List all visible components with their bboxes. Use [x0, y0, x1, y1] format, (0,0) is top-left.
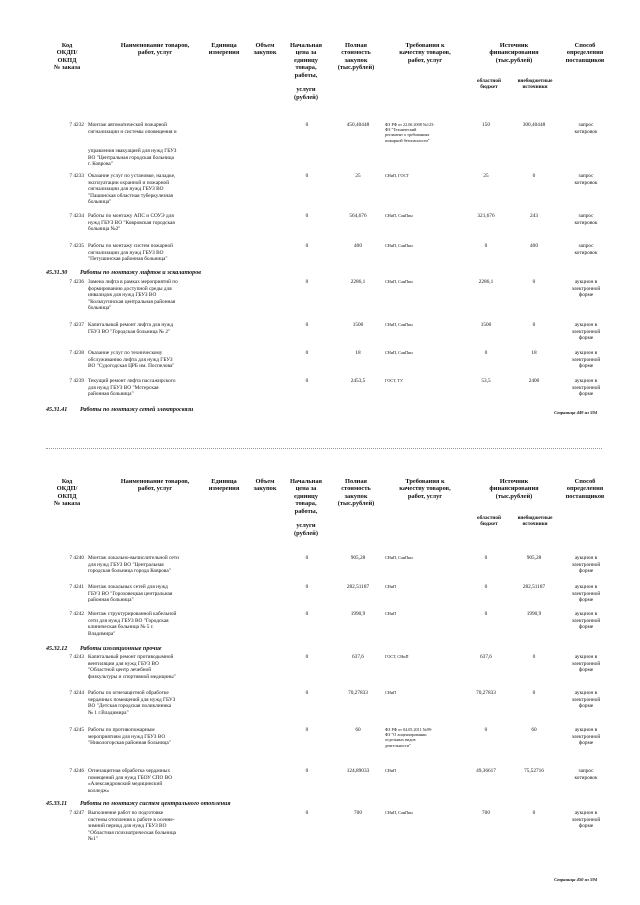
header-method: Способ определения поставщиков: [565, 478, 605, 500]
item-name: Монтаж автоматической пожарной сигнализации и системы оповещения и управления эвакуацией для нужд ГБУЗ ВО "Центральная городская больница г. Коврова": [88, 122, 177, 167]
off-budget-sources: 75,52716: [524, 768, 544, 774]
header-requirements: Требования к качеству товаров, работ, услуг: [399, 42, 451, 64]
total-cost: 905,28: [350, 555, 366, 561]
order-number: 7 4243: [69, 654, 84, 660]
total-cost: 400: [354, 243, 362, 249]
procurement-method: аукцион в электронной форме: [571, 810, 601, 829]
item-name: Работы по огнезащитной обработке чердачных помещений для нужд ГБУЗ ВО "Детская городская поликлиника № 1 г.Владимира": [88, 690, 176, 716]
order-number: 7 4241: [69, 584, 84, 590]
header-price: Начальная цена за единицу товара, работы, услуги (рублей): [289, 478, 323, 537]
regional-budget: 637,6: [480, 654, 492, 660]
unit-price: 0: [305, 122, 309, 128]
order-number: 7 4247: [69, 810, 84, 816]
header-source-regional: областной бюджет: [477, 515, 501, 527]
item-name: Монтаж локальных сетей для нужд ГБУЗ ВО "Гороховецкая центральная районная больница": [88, 584, 173, 603]
regional-budget: 53,5: [481, 378, 491, 384]
unit-price: 0: [305, 727, 309, 733]
quality-requirements: СНиП: [385, 611, 397, 616]
header-code: Код ОКДП/ ОКПД № заказа: [53, 42, 81, 72]
procurement-method: аукцион в электронной форме: [571, 322, 601, 341]
regional-budget: 25: [483, 173, 489, 179]
quality-requirements: ГОСТ, СНиП: [385, 654, 409, 659]
unit-price: 0: [305, 555, 309, 561]
header-source-offbudget: внебюджетные источники: [517, 515, 553, 527]
total-cost: 564,676: [349, 213, 367, 219]
section-code: 45.32.12: [46, 646, 68, 652]
unit-price: 0: [305, 654, 309, 660]
order-number: 7 4240: [69, 555, 84, 561]
off-budget-sources: 2400: [528, 378, 540, 384]
off-budget-sources: 60: [531, 727, 537, 733]
unit-price: 0: [305, 690, 309, 696]
section-code: 45.33.11: [46, 801, 67, 807]
item-name: Капитальный ремонт лифта для нужд ГБУЗ ВО "Городская больница № 2": [88, 322, 174, 335]
procurement-method: запрос котировок: [574, 243, 598, 256]
regional-budget: 0: [484, 727, 488, 733]
regional-budget: 0: [484, 611, 488, 617]
procurement-method: запрос котировок: [574, 213, 598, 226]
off-budget-sources: 282,51187: [522, 584, 546, 590]
order-number: 7 4233: [69, 173, 84, 179]
section-code: 45.31.30: [46, 270, 68, 276]
total-cost: 700: [354, 810, 362, 816]
procurement-method: запрос котировок: [574, 768, 598, 781]
header-source: Источник финансирования (тыс.рублей): [489, 42, 539, 64]
quality-requirements: СНиП, СанПин: [385, 350, 413, 355]
regional-budget: 321,676: [477, 213, 495, 219]
unit-price: 0: [305, 213, 309, 219]
regional-budget: 1500: [480, 322, 492, 328]
off-budget-sources: 18: [531, 350, 537, 356]
total-cost: 2286,1: [350, 279, 366, 285]
unit-price: 0: [305, 350, 309, 356]
procurement-method: аукцион в электронной форме: [571, 654, 601, 673]
section-heading: [46, 646, 162, 652]
item-name: Оказание услуг по установке, наладке, эксплуатации охранной и пожарной сигнализации для нужд ГБУЗ ВО "Пашинская областная туберкулезная больница": [88, 173, 176, 205]
off-budget-sources: 1990,9: [526, 611, 542, 617]
quality-requirements: СНиП: [385, 768, 397, 773]
quality-requirements: ГОСТ, ТУ: [385, 378, 403, 383]
header-unit: Единица измерения: [208, 42, 240, 57]
order-number: 7 4232: [69, 122, 84, 128]
total-cost: 70,27833: [348, 690, 368, 696]
header-total: Полная стоимость закупок (тыс.рублей): [337, 42, 375, 72]
unit-price: 0: [305, 173, 309, 179]
order-number: 7 4239: [69, 378, 84, 384]
unit-price: 0: [305, 279, 309, 285]
off-budget-sources: 0: [532, 279, 536, 285]
order-number: 7 4238: [69, 350, 84, 356]
header-source-offbudget: внебюджетные источники: [517, 78, 553, 90]
section-title: Работы по монтажу систем центрального отопления: [80, 801, 231, 807]
order-number: 7 4244: [69, 690, 84, 696]
procurement-method: аукцион в электронной форме: [571, 555, 601, 574]
procurement-method: аукцион в электронной форме: [571, 611, 601, 630]
regional-budget: 49,36617: [476, 768, 496, 774]
item-name: Огнезащитная обработка чердачных помещений для нужд ГБОУ СПО ВО «Александровский медицинский колледж»: [88, 768, 173, 794]
regional-budget: 70,27833: [476, 690, 496, 696]
item-name: Работы по монтажу АПС и СОУЭ для нужд ГБУЗ ВО "Ковровская городская больница №2": [88, 213, 175, 232]
regional-budget: 0: [484, 555, 488, 561]
quality-requirements: СНиП: [385, 690, 397, 695]
regional-budget: 0: [484, 350, 488, 356]
section-heading: [46, 801, 230, 807]
order-number: 7 4237: [69, 322, 84, 328]
order-number: 7 4234: [69, 213, 84, 219]
item-name: Оказание услуг по техническому обслуживанию лифта для нужд ГБУЗ ВО "Судогодская ЦРБ им. Поспелова": [88, 350, 175, 369]
unit-price: 0: [305, 768, 309, 774]
unit-price: 0: [305, 243, 309, 249]
header-volume: Объем закупок: [253, 42, 277, 57]
quality-requirements: СНиП, ГОСТ: [385, 173, 409, 178]
procurement-method: аукцион в электронной форме: [571, 279, 601, 298]
total-cost: 25: [355, 173, 361, 179]
header-name: Наименование товаров, работ, услуг: [120, 42, 190, 57]
quality-requirements: СНиП, СанПин: [385, 243, 413, 248]
regional-budget: 0: [484, 243, 488, 249]
off-budget-sources: 0: [532, 173, 536, 179]
quality-requirements: СНиП, СанПин: [385, 213, 413, 218]
procurement-method: запрос котировок: [574, 173, 598, 186]
off-budget-sources: 0: [532, 654, 536, 660]
order-number: 7 4246: [69, 768, 84, 774]
order-number: 7 4235: [69, 243, 84, 249]
item-name: Текущий ремонт лифта пассажирского для нужд ГБУЗ ВО "Мстерская районная больница": [88, 378, 176, 397]
page-footer: Страница 450 из 594: [554, 877, 597, 882]
item-name: Монтаж структурированной кабельной сети для нужд ГБУЗ ВО "Городская клиническая больница № 5 г. Владимира": [88, 611, 177, 637]
off-budget-sources: 0: [532, 322, 536, 328]
section-title: Работы изоляционные прочие: [80, 646, 162, 652]
quality-requirements: СНиП, СанПин: [385, 322, 413, 327]
total-cost: 450,40448: [346, 122, 370, 128]
procurement-method: аукцион в электронной форме: [571, 584, 601, 603]
item-name: Капитальный ремонт противодымной вентиляции для нужд ГБУЗ ВО "Областной центр лечебной физкультуры и спортивной медицины": [88, 654, 176, 680]
procurement-method: аукцион в электронной форме: [571, 690, 601, 709]
section-title: Работы по монтажу лифтов и эскалаторов: [80, 270, 201, 276]
item-name: Монтаж локально-вычислительной сети для нужд ГБУЗ ВО "Центральная городская больница города Коврова": [88, 555, 179, 574]
section-code: 45.31.41: [46, 407, 68, 413]
procurement-method: аукцион в электронной форме: [571, 378, 601, 397]
off-budget-sources: 400: [530, 243, 538, 249]
total-cost: 282,51187: [346, 584, 370, 590]
total-cost: 124,89033: [346, 768, 370, 774]
header-volume: Объем закупок: [253, 478, 277, 493]
header-source-regional: областной бюджет: [477, 78, 501, 90]
quality-requirements: СНиП: [385, 584, 397, 589]
section-title: Работы по монтажу сетей электросвязи: [80, 407, 194, 413]
quality-requirements: ФЗ РФ от 22.06.2008 №123- ФЗ "Технический регламент о требованиях пожарной безопасности": [385, 122, 435, 143]
regional-budget: 150: [482, 122, 490, 128]
header-method: Способ определения поставщиков: [565, 42, 605, 64]
total-cost: 1990,9: [350, 611, 366, 617]
quality-requirements: СНиП, СанПин: [385, 279, 413, 284]
off-budget-sources: 0: [532, 690, 536, 696]
procurement-method: аукцион в электронной форме: [571, 350, 601, 369]
item-name: Работы по монтажу систем пожарной сигнализации для нужд ГБУЗ ВО "Петушинская районная больница": [88, 243, 173, 262]
order-number: 7 4245: [69, 727, 84, 733]
unit-price: 0: [305, 810, 309, 816]
regional-budget: 0: [484, 584, 488, 590]
quality-requirements: СНиП, СанПин: [385, 555, 413, 560]
section-heading: [46, 407, 193, 413]
header-name: Наименование товаров, работ, услуг: [120, 478, 190, 493]
procurement-method: аукцион в электронной форме: [571, 727, 601, 746]
unit-price: 0: [305, 378, 309, 384]
header-price: Начальная цена за единицу товара, работы, услуги (рублей): [289, 42, 323, 101]
total-cost: 1500: [352, 322, 364, 328]
total-cost: 60: [355, 727, 361, 733]
unit-price: 0: [305, 611, 309, 617]
total-cost: 637,6: [352, 654, 364, 660]
item-name: Замена лифта в рамках мероприятий по формированию доступной среды для инвалидов для нужд ГБУЗ ВО "Кольчугинская центральная районная больница": [88, 279, 178, 311]
total-cost: 2453,5: [350, 378, 366, 384]
regional-budget: 700: [482, 810, 490, 816]
order-number: 7 4242: [69, 611, 84, 617]
total-cost: 18: [355, 350, 361, 356]
header-code: Код ОКДП/ ОКПД № заказа: [53, 478, 81, 508]
order-number: 7 4236: [69, 279, 84, 285]
header-source: Источник финансирования (тыс.рублей): [489, 478, 539, 500]
quality-requirements: СНиП, СанПин: [385, 810, 413, 815]
header-requirements: Требования к качеству товаров, работ, услуг: [399, 478, 451, 500]
unit-price: 0: [305, 584, 309, 590]
header-total: Полная стоимость закупок (тыс.рублей): [337, 478, 375, 508]
header-unit: Единица измерения: [208, 478, 240, 493]
off-budget-sources: 905,28: [526, 555, 542, 561]
off-budget-sources: 300,40448: [522, 122, 546, 128]
quality-requirements: ФЗ РФ от 04.05.2011 №99- ФЗ "О лицензировании отдельных видов деятельности": [385, 727, 433, 748]
regional-budget: 2286,1: [478, 279, 494, 285]
item-name: Выполнение работ по подготовке системы отопления к работе в осенне- зимний период для нужд ГБУЗ ВО "Областная психиатрическая больница №1": [88, 810, 177, 842]
item-name: Работы по противопожарным мероприятиям для нужд ГБУЗ ВО "Никологорская районная больница": [88, 727, 171, 746]
section-heading: [46, 270, 201, 276]
procurement-method: запрос котировок: [574, 122, 598, 135]
page-footer: Страница 449 из 594: [554, 410, 597, 415]
off-budget-sources: 243: [530, 213, 538, 219]
unit-price: 0: [305, 322, 309, 328]
off-budget-sources: 0: [532, 810, 536, 816]
